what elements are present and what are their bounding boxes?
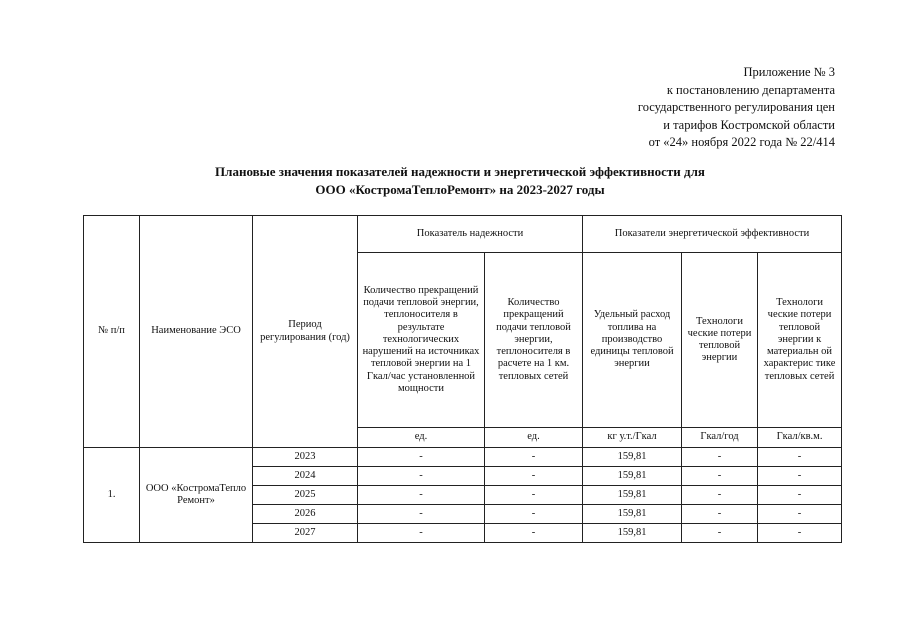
row-value-1: - <box>358 505 485 524</box>
row-value-5: - <box>758 448 842 467</box>
document-title <box>0 163 905 199</box>
unit-col-5: Гкал/кв.м. <box>758 428 842 448</box>
row-value-2: - <box>485 467 583 486</box>
appendix-line-2: к постановлению департамента <box>666 82 835 97</box>
header-col-2: Количество прекращений подачи тепловой энергии, теплоносителя в расчете на 1 км. тепловых сетей <box>485 253 583 428</box>
row-value-5: - <box>758 505 842 524</box>
title-line-1: Плановые значения показателей надежности и энергетической эффективности для <box>215 164 705 179</box>
header-period: Период регулирования (год) <box>253 216 358 448</box>
header-efficiency-group: Показатели энергетической эффективности <box>583 216 842 253</box>
row-value-3: 159,81 <box>583 524 682 543</box>
row-year: 2025 <box>253 486 358 505</box>
table-row <box>84 448 842 467</box>
row-value-2: - <box>485 524 583 543</box>
header-row-groups <box>84 216 842 253</box>
appendix-line-5: от «24» ноября 2022 года № 22/414 <box>648 135 835 149</box>
unit-col-3: кг у.т./Гкал <box>583 428 682 448</box>
row-value-5: - <box>758 486 842 505</box>
row-year: 2023 <box>253 448 358 467</box>
row-value-2: - <box>485 448 583 467</box>
row-value-4: - <box>682 505 758 524</box>
row-value-4: - <box>682 467 758 486</box>
title-line-2: ООО «КостромаТеплоРемонт» на 2023-2027 годы <box>315 182 605 197</box>
row-value-1: - <box>358 524 485 543</box>
org-name: ООО «КостромаТепло Ремонт» <box>140 448 253 543</box>
row-value-5: - <box>758 524 842 543</box>
row-year: 2026 <box>253 505 358 524</box>
row-value-2: - <box>485 486 583 505</box>
header-col-1: Количество прекращений подачи тепловой энергии, теплоносителя в результате технологических нарушений на источниках тепловой энергии на 1 Гкал/час установленной мощности <box>358 253 485 428</box>
row-value-3: 159,81 <box>583 505 682 524</box>
header-num: № п/п <box>84 216 140 448</box>
row-year: 2024 <box>253 467 358 486</box>
appendix-line-1: Приложение № 3 <box>743 65 835 79</box>
row-value-1: - <box>358 486 485 505</box>
row-value-3: 159,81 <box>583 486 682 505</box>
unit-col-4: Гкал/год <box>682 428 758 448</box>
header-name: Наименование ЭСО <box>140 216 253 448</box>
org-number: 1. <box>84 448 140 543</box>
row-value-1: - <box>358 467 485 486</box>
unit-col-2: ед. <box>485 428 583 448</box>
appendix-line-3: государственного регулирования цен <box>637 100 835 114</box>
appendix-block <box>515 64 835 152</box>
header-reliability-group: Показатель надежности <box>358 216 583 253</box>
row-value-3: 159,81 <box>583 467 682 486</box>
row-value-5: - <box>758 467 842 486</box>
indicators-table <box>83 215 842 543</box>
header-col-4: Технологи ческие потери тепловой энергии <box>682 253 758 428</box>
row-value-4: - <box>682 448 758 467</box>
row-value-1: - <box>358 448 485 467</box>
row-value-2: - <box>485 505 583 524</box>
appendix-line-4: и тарифов Костромской области <box>663 117 835 132</box>
row-value-4: - <box>682 486 758 505</box>
row-year: 2027 <box>253 524 358 543</box>
header-col-5: Технологи ческие потери тепловой энергии к материальн ой характерис тике тепловых сетей <box>758 253 842 428</box>
unit-col-1: ед. <box>358 428 485 448</box>
row-value-3: 159,81 <box>583 448 682 467</box>
header-col-3: Удельный расход топлива на производство единицы тепловой энергии <box>583 253 682 428</box>
row-value-4: - <box>682 524 758 543</box>
